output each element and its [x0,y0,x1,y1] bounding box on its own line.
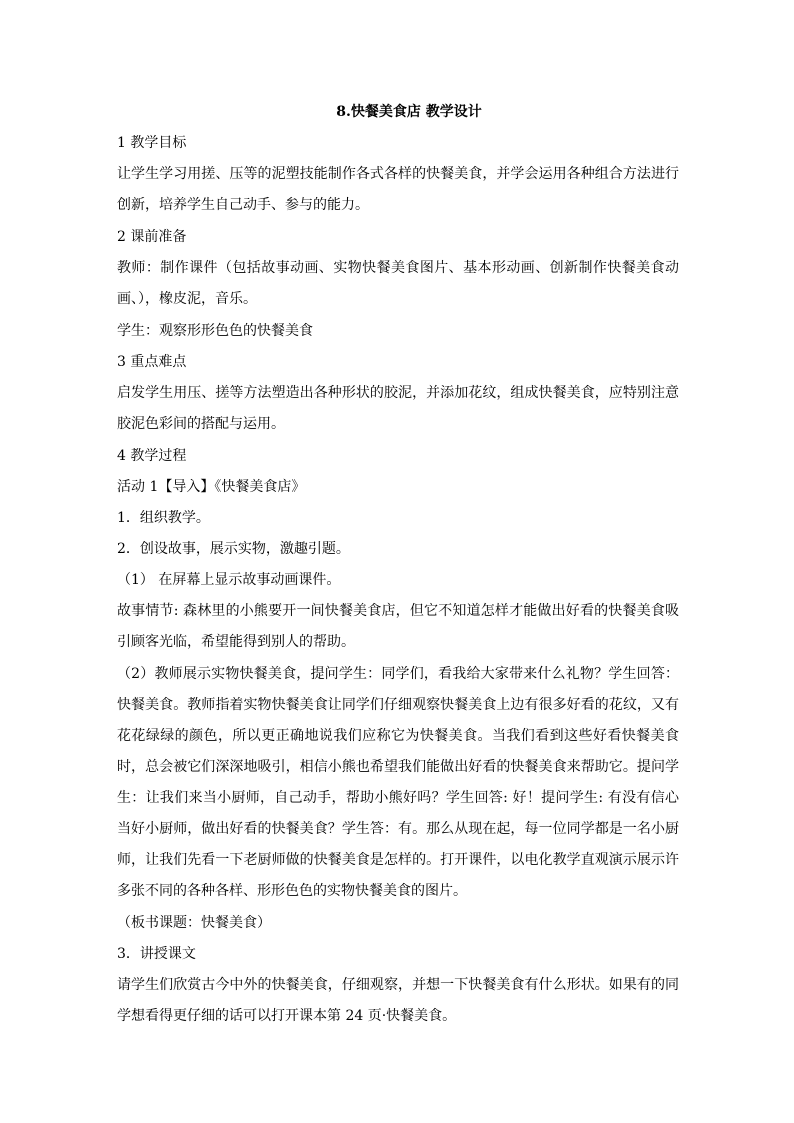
paragraph-teacher-prep: 教师：制作课件（包括故事动画、实物快餐美食图片、基本形动画、创新制作快餐美食动画、），橡皮泥，音乐。 [117,260,679,307]
substep-1: （1） 在屏幕上显示故事动画课件。 [117,572,341,588]
step-lecture: 3．讲授课文 [117,946,196,962]
section-heading-process: 4 教学过程 [117,448,187,464]
section-heading-key-points: 3 重点难点 [117,354,187,370]
paragraph-student-prep: 学生：观察形形色色的快餐美食 [117,323,313,339]
paragraph-objectives: 让学生学习用搓、压等的泥塑技能制作各式各样的快餐美食，并学会运用各种组合方法进行创新，培养学生自己动手、参与的能力。 [117,166,679,213]
step-story: 2．创设故事，展示实物，激趣引题。 [117,541,350,557]
substep-2: （2）教师展示实物快餐美食，提问学生：同学们，看我给大家带来什么礼物？学生回答：快餐美食。教师指着实物快餐美食让同学们仔细观察快餐美食上边有很多好看的花纹，又有花花绿绿的颜色，所以更正确地说我们应称它为快餐美食。当我们看到这些好看快餐美食时，总会被它们深深地吸引，相信小熊也希望我们能做出好看的快餐美食来帮助它。提问学生：让我们来当小厨师，自己动手，帮助小熊好吗？学生回答: 好！提问学生: 有没有信心当好小厨师，做出好看的快餐美食？学生答：有。那么从现在起，每一位同学都是一名小厨师，让我们先看一下老厨师做的快餐美食是怎样的。打开课件，以电化教学直观演示展示许多张不同的各种各样、形形色色的实物快餐美食的图片。 [117,666,679,899]
document-title: 8.快餐美食店 教学设计 [336,104,482,120]
board-title-note: （板书课题：快餐美食） [117,915,271,931]
paragraph-lecture: 请学生们欣赏古今中外的快餐美食，仔细观察，并想一下快餐美食有什么形状。如果有的同学想看得更仔细的话可以打开课本第 24 页·快餐美食。 [117,977,679,1024]
section-heading-preparation: 2 课前准备 [117,229,187,245]
paragraph-story-plot: 故事情节: 森林里的小熊要开一间快餐美食店，但它不知道怎样才能做出好看的快餐美食吸引顾客光临，希望能得到别人的帮助。 [117,603,679,650]
step-organize: 1．组织教学。 [117,510,210,526]
document-body [117,132,679,1037]
paragraph-key-points: 启发学生用压、搓等方法塑造出各种形状的胶泥，并添加花纹，组成快餐美食，应特别注意胶泥色彩间的搭配与运用。 [117,385,679,432]
section-heading-objectives: 1 教学目标 [117,135,187,151]
activity-heading: 活动 1【导入】《快餐美食店》 [117,479,306,495]
